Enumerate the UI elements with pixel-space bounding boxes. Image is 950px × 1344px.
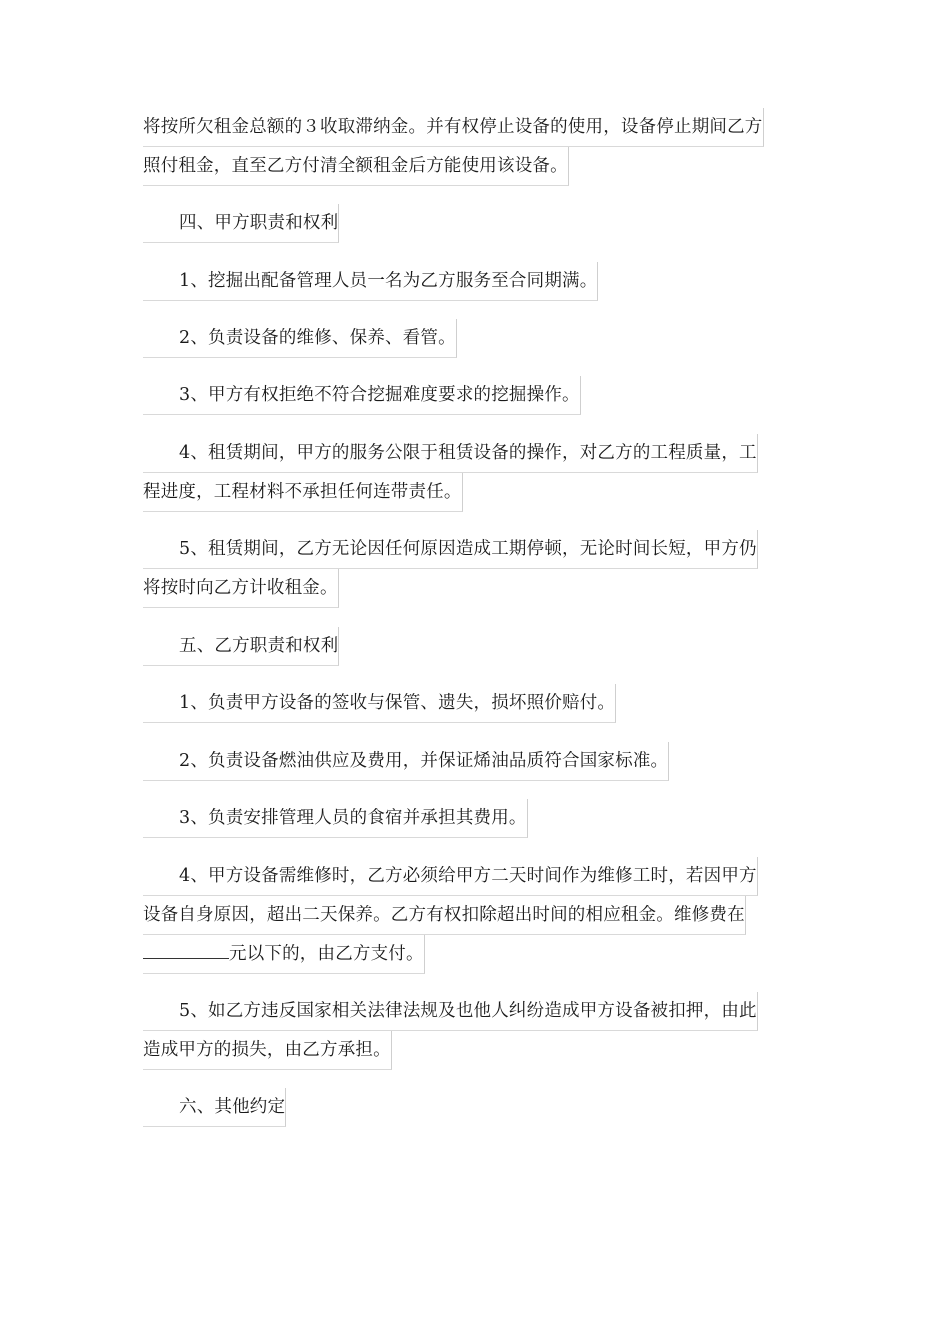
fill-in-blank (143, 940, 229, 959)
clause-4-5 (143, 530, 813, 608)
text-line: 造成甲方的损失，由乙方承担。 (143, 1031, 392, 1070)
text-line: 2、负责设备的维修、保养、看管。 (143, 319, 457, 358)
text-line: 4、租赁期间，甲方的服务公限于租赁设备的操作，对乙方的工程质量，工 (143, 434, 758, 473)
text-line: 程进度，工程材料不承担任何连带责任。 (143, 473, 463, 512)
paragraph-late-fee (143, 108, 813, 186)
clause-5-5 (143, 992, 813, 1070)
section-heading-6 (143, 1088, 813, 1127)
text-line: 4、甲方设备需维修时，乙方必须给甲方二天时间作为维修工时，若因甲方 (143, 857, 758, 896)
clause-5-4 (143, 857, 813, 974)
text-line: 1、负责甲方设备的签收与保管、遗失，损坏照价赔付。 (143, 684, 616, 723)
section-heading-4 (143, 204, 813, 243)
clause-4-4 (143, 434, 813, 512)
text-line: 3、负责安排管理人员的食宿并承担其费用。 (143, 799, 528, 838)
text-line: 1、挖掘出配备管理人员一名为乙方服务至合同期满。 (143, 262, 598, 301)
section-heading: 六、其他约定 (143, 1088, 286, 1127)
text-line: 3、甲方有权拒绝不符合挖掘难度要求的挖掘操作。 (143, 376, 581, 415)
section-heading: 四、甲方职责和权利 (143, 204, 339, 243)
clause-4-1 (143, 262, 813, 301)
text-line: 设备自身原因，超出二天保养。乙方有权扣除超出时间的相应租金。维修费在 (143, 896, 746, 935)
text-segment: 元以下的，由乙方支付。 (229, 944, 424, 964)
text-line: 5、租赁期间，乙方无论因任何原因造成工期停顿，无论时间长短，甲方仍 (143, 530, 758, 569)
text-line: 2、负责设备燃油供应及费用，并保证烯油品质符合国家标准。 (143, 742, 669, 781)
section-heading: 五、乙方职责和权利 (143, 627, 339, 666)
clause-5-1 (143, 684, 813, 723)
clause-4-2 (143, 319, 813, 358)
text-line-with-blank (143, 935, 425, 974)
section-heading-5 (143, 627, 813, 666)
clause-4-3 (143, 376, 813, 415)
text-line: 将按时向乙方计收租金。 (143, 569, 339, 608)
clause-5-2 (143, 742, 813, 781)
text-line: 5、如乙方违反国家相关法律法规及也他人纠纷造成甲方设备被扣押，由此 (143, 992, 758, 1031)
text-line: 将按所欠租金总额的３收取滞纳金。并有权停止设备的使用，设备停止期间乙方 (143, 108, 764, 147)
text-line: 照付租金，直至乙方付清全额租金后方能使用该设备。 (143, 147, 569, 186)
clause-5-3 (143, 799, 813, 838)
